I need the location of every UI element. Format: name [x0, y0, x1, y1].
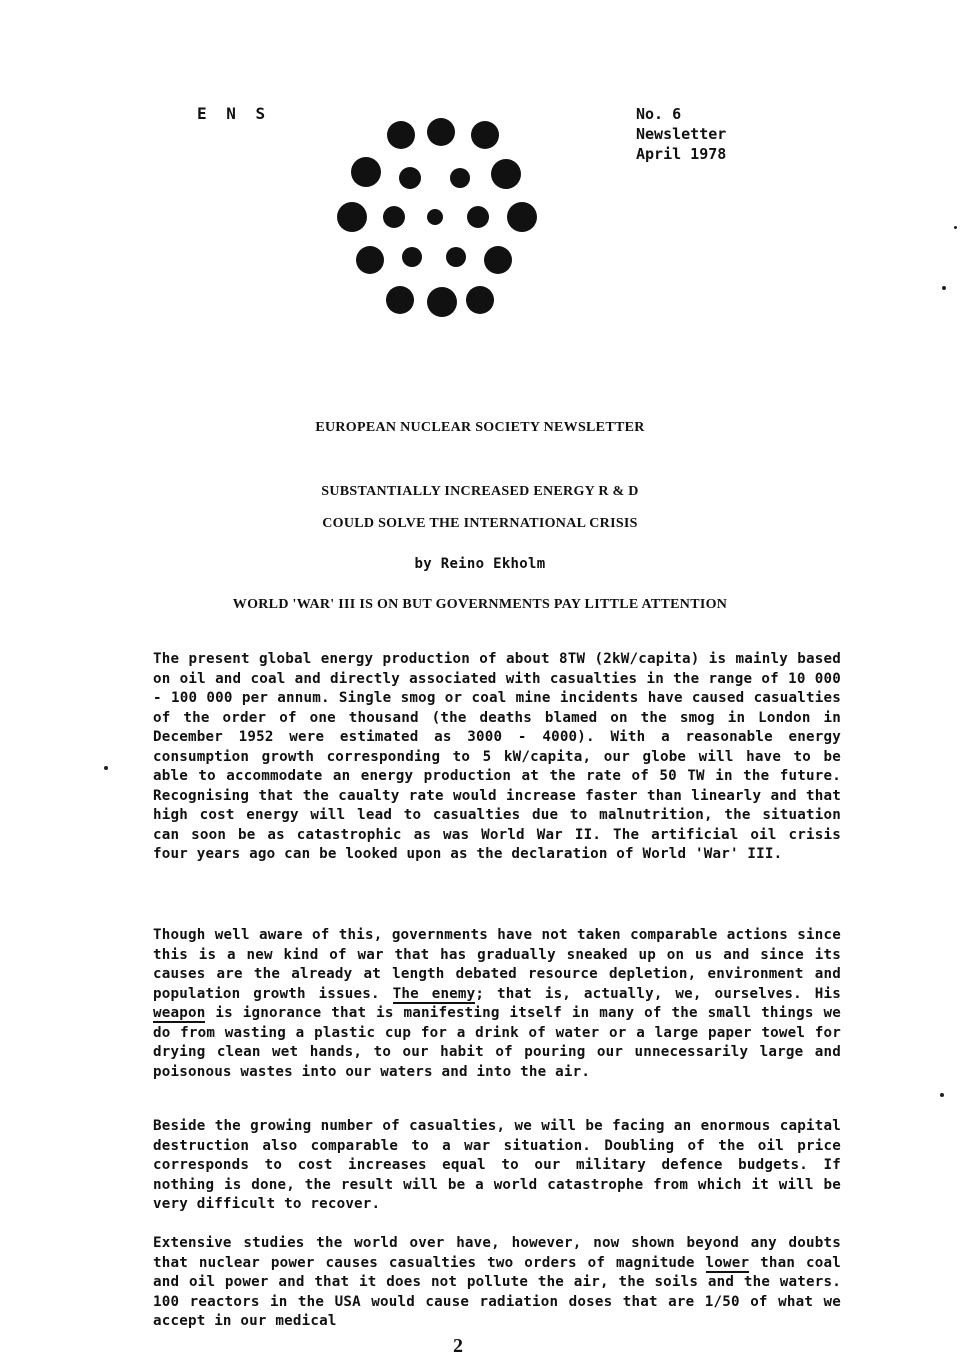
- paragraph-2-text: is ignorance that is manifesting itself in many of the small things we do from wasting a plastic cup for a drink of water or a large paper towel for drying clean wet hands, to our habit of pouring our unnecessarily large and poisonous wastes into our waters and into the air.: [153, 1005, 841, 1080]
- issue-date: April 1978: [636, 145, 727, 163]
- title-line-1: SUBSTANTIALLY INCREASED ENERGY R & D: [321, 484, 639, 499]
- logo-dot: [386, 286, 414, 314]
- logo-dot: [466, 286, 494, 314]
- scan-speck: [942, 286, 946, 290]
- paragraph-3: Beside the growing number of casualties, we will be facing an enormous capital destruction also comparable to a war situation. Doubling of the oil price corresponds to cost increases equal to our military defence budgets. If nothing is done, the result will be a world catastrophe from which it will be very difficult to recover.: [153, 1118, 841, 1213]
- logo-dot: [427, 209, 443, 225]
- logo-dot: [356, 246, 384, 274]
- paragraph-4-text: Extensive studies the world over have, however, now shown beyond any doubts that nuclear power causes casualties two orders of magnitude: [153, 1235, 841, 1271]
- paragraph-4: [153, 1234, 841, 1332]
- logo-dot: [484, 246, 512, 274]
- logo-dot: [383, 206, 405, 228]
- paragraph-2-text: Though well aware of this, governments have not taken comparable actions since this is a new kind of war that has gradually sneaked up on us and since its causes are the already at length debated resource depletion, environment and population growth issues.: [153, 927, 841, 1002]
- logo-dot: [427, 287, 457, 317]
- logo-dot: [387, 121, 415, 149]
- ens-logo: [330, 110, 560, 325]
- logo-dot: [337, 202, 367, 232]
- scan-speck: [954, 226, 957, 229]
- underlined-enemy: The enemy: [392, 985, 476, 1002]
- logo-dot: [402, 247, 422, 267]
- issue-number: No. 6: [636, 105, 682, 123]
- scan-speck: [104, 766, 108, 770]
- title-line-2: COULD SOLVE THE INTERNATIONAL CRISIS: [322, 516, 638, 531]
- logo-dot: [471, 121, 499, 149]
- paragraph-1: The present global energy production of about 8TW (2kW/capita) is mainly based on oil and coal and directly associated with casualties in the range of 10 000 - 100 000 per annum. Single smog or coal mine incidents have caused casualties of the order of one thousand (the deaths blamed on the smog in London in December 1952 were estimated as 3000 - 4000). With a reasonable energy consumption growth corresponding to 5 kW/capita, our globe will have to be able to accommodate an energy production at the rate of 50 TW in the future. Recognising that the caualty rate would increase faster than linearly and that high cost energy will lead to casualties due to malnutrition, the situation can soon be as catastrophic as was World War II. The artificial oil crisis four years ago can be looked upon as the declaration of World 'War' III.: [153, 651, 841, 863]
- logo-dot: [507, 202, 537, 232]
- paragraph-2-text: ; that is, actually, we, ourselves. His: [475, 985, 841, 1002]
- underlined-weapon: weapon: [153, 1005, 206, 1022]
- issue-kind: Newsletter: [636, 125, 727, 143]
- scan-speck: [940, 1093, 944, 1097]
- underlined-lower: lower: [705, 1254, 750, 1271]
- header-org-abbrev: E N S: [197, 104, 271, 123]
- subtitle: WORLD 'WAR' III IS ON BUT GOVERNMENTS PAY LITTLE ATTENTION: [232, 597, 728, 612]
- logo-dot: [446, 247, 466, 267]
- paragraph-2: [153, 926, 841, 1082]
- logo-dot: [491, 159, 521, 189]
- logo-dot: [467, 206, 489, 228]
- header-issue-block: [636, 104, 726, 164]
- society-heading: EUROPEAN NUCLEAR SOCIETY NEWSLETTER: [315, 420, 645, 435]
- logo-dot: [351, 157, 381, 187]
- paragraph-4-text: than coal and oil power and that it does not pollute the air, the soils and the waters. 100 reactors in the USA would cause radiation doses that are 1/50 of what we accept in our medical: [153, 1254, 841, 1330]
- logo-dot: [427, 118, 455, 146]
- logo-dot: [450, 168, 470, 188]
- byline: by Reino Ekholm: [414, 556, 546, 572]
- logo-dot: [399, 167, 421, 189]
- page-number: 2: [453, 1335, 463, 1357]
